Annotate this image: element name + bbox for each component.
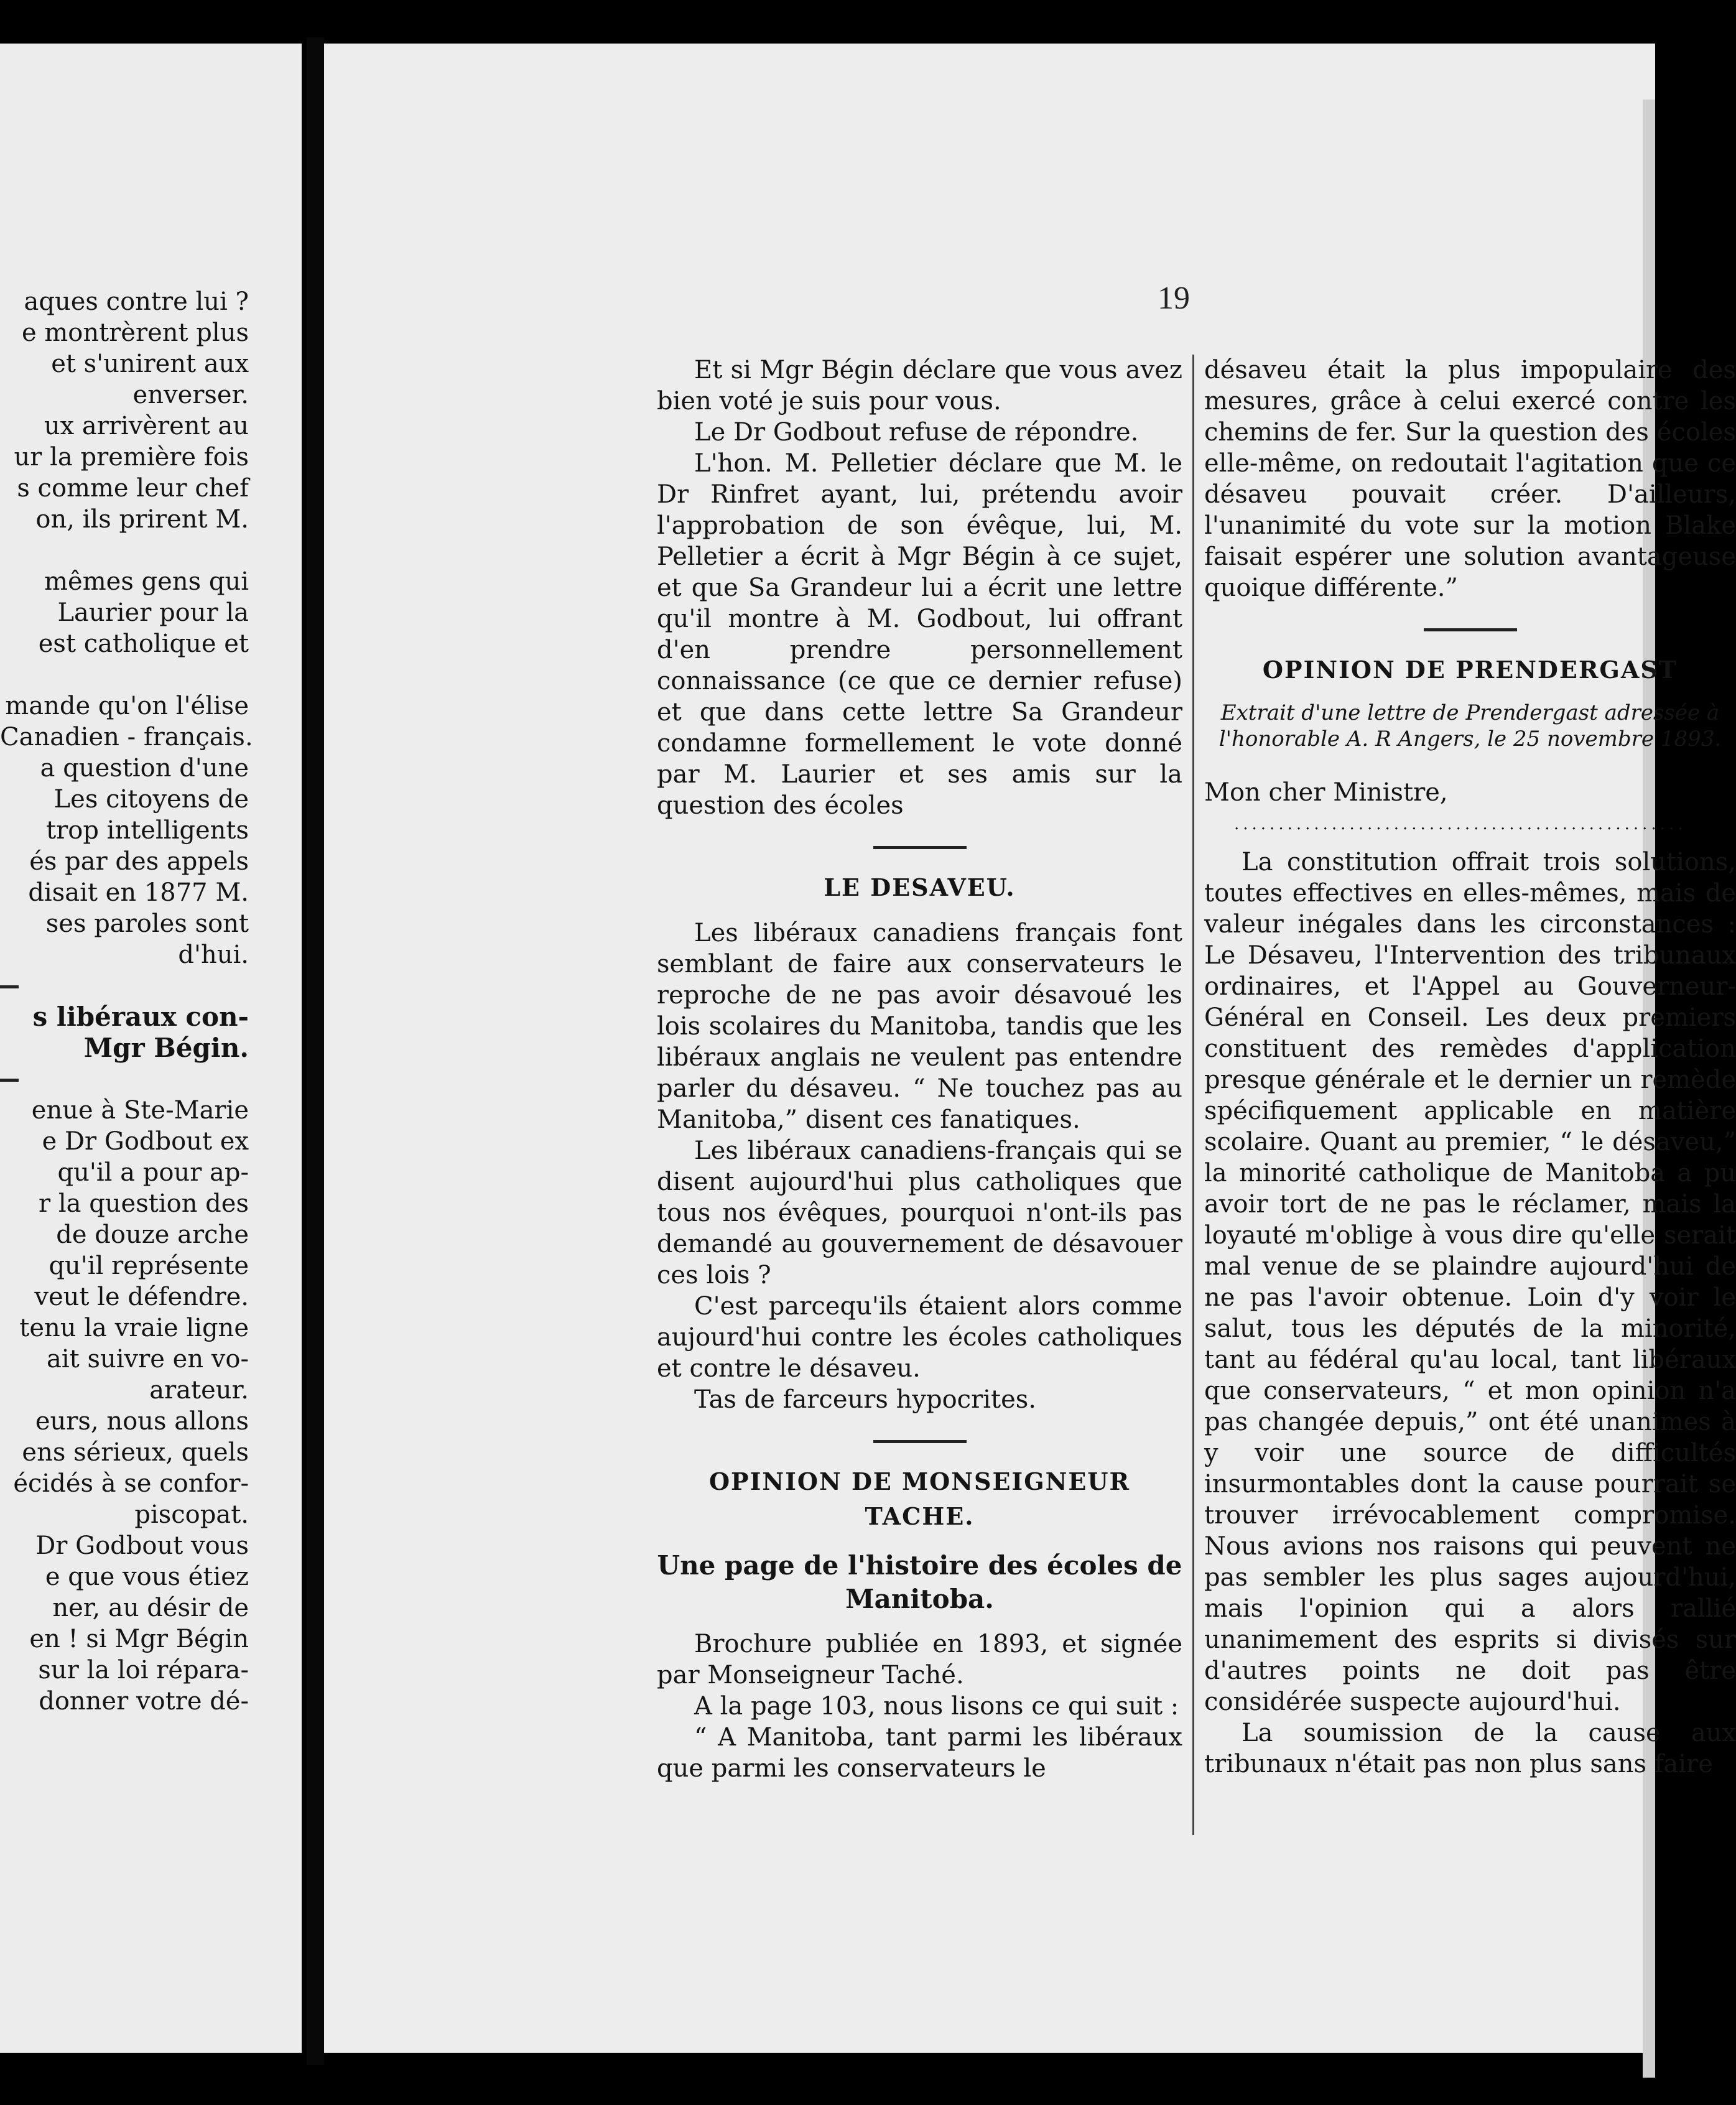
fragment-line: ait suivre en vo- [47, 1345, 249, 1373]
fragment-line: qu'il représente [49, 1252, 249, 1280]
fragment-line: piscopat. [134, 1500, 249, 1529]
paragraph: A la page 103, nous lisons ce qui suit : [694, 1692, 1179, 1721]
page-number: 19 [1158, 281, 1190, 316]
fragment-line: enue à Ste-Marie [31, 1096, 249, 1125]
paragraph: Brochure publiée en 1893, et signée par Monseigneur Taché. [657, 1630, 1182, 1689]
book-gutter [307, 37, 324, 2065]
fragment-line: mande qu'on l'élise [5, 692, 249, 720]
fragment-line: Mgr Bégin. [83, 1033, 249, 1063]
fragment-line: d'hui. [178, 941, 249, 969]
fragment-line: sur la loi répara- [38, 1656, 249, 1684]
fragment-line: ux arrivèrent au [44, 412, 249, 440]
fragment-line: ur la première fois [14, 443, 249, 472]
fragment-line: és par des appels [29, 847, 249, 876]
separator-dash [0, 970, 249, 1001]
fragment-line: veut le défendre. [34, 1283, 249, 1311]
fragment-line: et s'unirent aux [51, 350, 249, 378]
fragment-line: de douze arche [56, 1220, 249, 1249]
fragment-line: aques contre lui ? [24, 287, 249, 316]
fragment-line: Les citoyens de [53, 785, 249, 814]
page-19 [324, 44, 1736, 2053]
fragment-line: a question d'une [40, 754, 249, 783]
heading-opinion-prendergast: OPINION DE PRENDERGAST [1262, 656, 1678, 684]
paragraph: L'hon. M. Pelletier déclare que M. le Dr Rinfret ayant, lui, prétendu avoir l'approbation de son évêque, lui, M. Pelletier a écrit à Mgr Bégin à ce sujet, et que Sa Grandeur lui a écrit une lettre qu'il montre à M. Godbout, lui offrant d'en prendre personnellement connaissance (ce que ce dernier refuse) et que dans cette lettre Sa Grandeur condamne formellement le vote donné par M. Laurier et ses amis sur la question des écoles [657, 449, 1182, 820]
fragment-line [0, 535, 249, 566]
fragment-line: en ! si Mgr Bégin [29, 1625, 249, 1653]
fragment-line: r la question des [39, 1189, 249, 1218]
facing-page-column [0, 286, 253, 1717]
paragraph: Et si Mgr Bégin déclare que vous avez bien voté je suis pour vous. [657, 356, 1182, 416]
paragraph: La constitution offrait trois solutions, toutes effectives en elles-mêmes, mais de valeur inégales dans les circonstances : Le Désaveu, l'Intervention des tribunaux ordinaires, et l'Appel au Gouverneur-Général en Conseil. Les deux premiers constituent des remèdes d'application presque générale et le dernier un remède spécifiquement applicable en matière scolaire. Quant au premier, “ le désaveu,” la minorité catholique de Manitoba a pu avoir tort de ne pas le réclamer, mais la loyauté m'oblige à vous dire qu'elle serait mal venue de se plaindre aujourd'hui de ne pas l'avoir obtenue. Loin d'y voir le salut, tous les députés de la minorité, tant au fédéral qu'au local, tant libéraux que conservateurs, “ et mon opinion n'a pas changée depuis,” ont été unanimes à y voir une source de difficultés insurmontables dont la cause pourrait se trouver irrévocablement compromise. Nous avions nos raisons qui peuvent ne pas sembler les plus sages aujourd'hui, mais l'opinion qui a alors rallié unanimement des esprits si divisés sur d'autres points ne doit pas être considérée suspecte aujourd'hui. [1204, 848, 1736, 1716]
heading-le-desaveu: LE DESAVEU. [824, 873, 1016, 901]
fragment-line: on, ils prirent M. [35, 505, 249, 534]
separator-dash [0, 1064, 249, 1095]
paragraph: Tas de farceurs hypocrites. [694, 1385, 1036, 1414]
section-rule [1424, 628, 1517, 631]
paragraph: C'est parcequ'ils étaient alors comme aujourd'hui contre les écoles catholiques et contre le désaveu. [657, 1292, 1182, 1383]
fragment-line: Laurier pour la [57, 598, 249, 627]
fragment-line: s comme leur chef [17, 474, 249, 503]
paragraph: “ A Manitoba, tant parmi les libéraux que parmi les conservateurs le [657, 1723, 1182, 1783]
subheading-histoire-ecoles: Une page de l'histoire des écoles de Manitoba. [657, 1550, 1182, 1614]
fragment-line: e montrèrent plus [21, 318, 249, 347]
facing-page-left [0, 44, 302, 2053]
fragment-line [0, 659, 249, 690]
column-1 [657, 355, 1182, 1784]
fragment-line: mêmes gens qui [44, 567, 249, 596]
fragment-line: trop intelligents [46, 816, 249, 845]
fragment-line: s libéraux con- [32, 1001, 249, 1032]
paragraph: désaveu était la plus impopulaire des mesures, grâce à celui exercé contre les chemins de fer. Sur la question des écoles elle-même, on redoutait l'agitation que ce désaveu pouvait créer. D'ailleurs, l'unanimité du vote sur la motion Blake faisait espérer une solution avantageuse quoique différente.” [1204, 356, 1736, 602]
salutation: Mon cher Ministre, [1204, 778, 1448, 807]
column-divider [1192, 355, 1194, 1835]
fragment-line: Canadien - français. [0, 723, 253, 751]
fragment-line: est catholique et [38, 630, 249, 658]
section-rule [873, 1440, 967, 1443]
fragment-line: Dr Godbout vous [35, 1531, 249, 1560]
elision-dots: ................................................... [1234, 815, 1687, 834]
column-2 [1204, 355, 1736, 1780]
extract-note: Extrait d'une lettre de Prendergast adressée à l'honorable A. R Angers, le 25 novembre 1893. [1218, 700, 1722, 751]
section-rule [873, 846, 967, 849]
fragment-line: ner, au désir de [52, 1594, 249, 1622]
fragment-line: enverser. [132, 381, 249, 409]
fragment-line: tenu la vraie ligne [19, 1314, 249, 1342]
fragment-line: ens sérieux, quels [22, 1438, 249, 1467]
fragment-line: qu'il a pour ap- [57, 1158, 249, 1187]
fragment-line: donner votre dé- [39, 1687, 249, 1716]
paragraph: La soumission de la cause aux tribunaux n'était pas non plus sans faire [1204, 1719, 1736, 1778]
fragment-line: disait en 1877 M. [28, 878, 249, 907]
paragraph: Les libéraux canadiens-français qui se disent aujourd'hui plus catholiques que tous nos évêques, pourquoi n'ont-ils pas demandé au gouvernement de désavouer ces lois ? [657, 1136, 1182, 1289]
fragment-line: ses paroles sont [45, 909, 249, 938]
heading-opinion-tache: OPINION DE MONSEIGNEUR TACHE. [708, 1467, 1131, 1530]
paragraph: Le Dr Godbout refuse de répondre. [694, 418, 1139, 447]
fragment-line: e Dr Godbout ex [42, 1127, 249, 1156]
fragment-line: écidés à se confor- [13, 1469, 249, 1498]
fragment-line: eurs, nous allons [35, 1407, 249, 1436]
paragraph: Les libéraux canadiens français font semblant de faire aux conservateurs le reproche de ne pas avoir désavoué les lois scolaires du Manitoba, tandis que les libéraux anglais ne veulent pas entendre parler du désaveu. “ Ne touchez pas au Manitoba,” disent ces fanatiques. [657, 919, 1182, 1134]
fragment-line: arateur. [149, 1376, 249, 1405]
fragment-line: e que vous étiez [45, 1563, 249, 1591]
